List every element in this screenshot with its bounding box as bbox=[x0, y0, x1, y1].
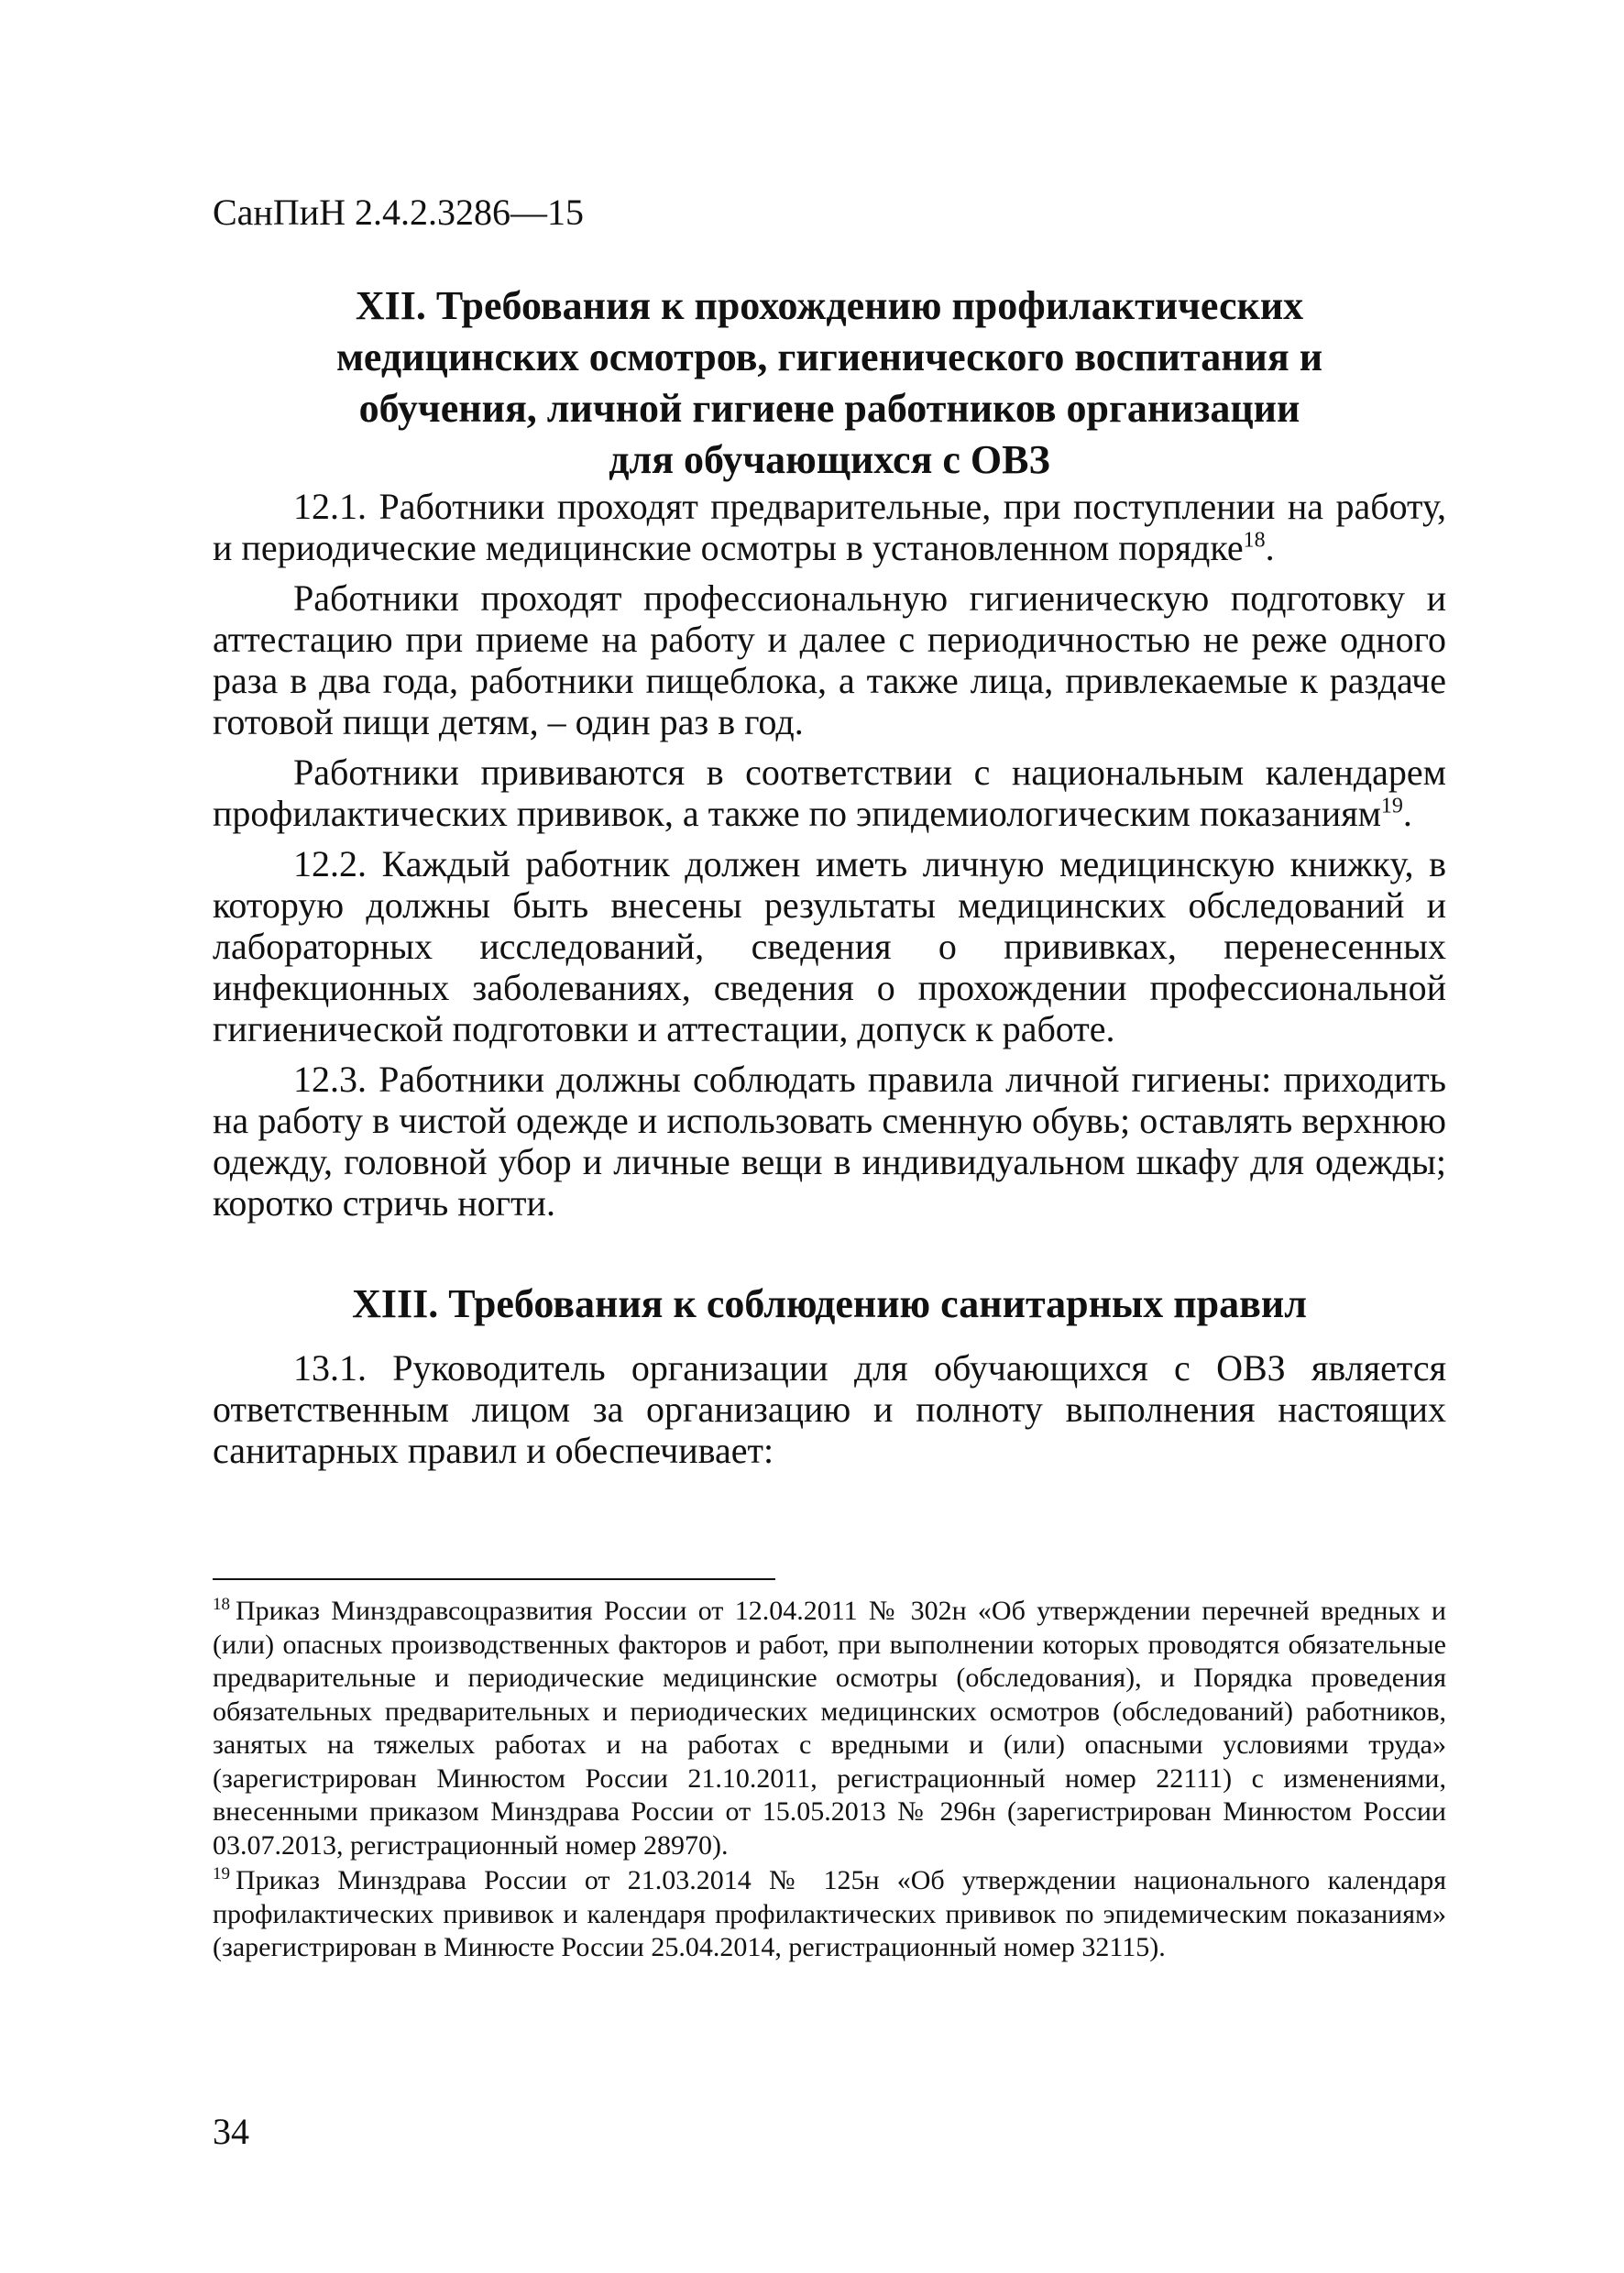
paragraph-12-2: 12.2. Каждый работник должен иметь личную медицинскую книжку, в которую должны быть внесены результаты медицинских обследований и лабораторных исследований, сведения о прививках, перенесенных инфекционных заболеваниях, сведения о прохождении профессиональной гигиенической подготовки и аттестации, допуск к работе. bbox=[213, 843, 1446, 1049]
footnote-18 bbox=[213, 1595, 1446, 1862]
footnotes-block bbox=[213, 1595, 1446, 1967]
paragraph-12-3: 12.3. Работники должны соблюдать правила личной гигиены: приходить на работу в чистой одежде и использовать сменную обувь; оставлять верхнюю одежду, головной убор и личные вещи в индивидуальном шкафу для одежды; коротко стричь ногти. bbox=[213, 1059, 1446, 1224]
footnote-divider bbox=[213, 1578, 775, 1580]
paragraph-text: 12.1. Работники проходят предварительные, при поступлении на работу, и периодические медицинские осмотры в установленном порядке bbox=[213, 486, 1446, 568]
section-12-heading-line: для обучающихся с ОВЗ bbox=[609, 437, 1050, 482]
paragraph-13-1: 13.1. Руководитель организации для обучающихся с ОВЗ является ответственным лицом за организацию и полноту выполнения настоящих санитарных правил и обеспечивает: bbox=[213, 1347, 1446, 1471]
section-13-body bbox=[213, 1347, 1446, 1480]
footnote-ref-18[interactable]: 18 bbox=[1243, 528, 1266, 553]
paragraph-text: Работники прививаются в соответствии с национальным календарем профилактических прививок, а также по эпидемиологическим показаниям bbox=[213, 752, 1446, 834]
paragraph-tail: . bbox=[1402, 793, 1412, 834]
section-13-heading: XIII. Требования к соблюдению санитарных правил bbox=[352, 1281, 1307, 1326]
section-12-body bbox=[213, 486, 1446, 1233]
section-12-heading-line: XII. Требования к прохождению профилактических bbox=[355, 283, 1304, 328]
footnote-ref-19[interactable]: 19 bbox=[1380, 794, 1403, 818]
section-12-heading-line: обучения, личной гигиене работников организации bbox=[358, 386, 1300, 431]
footnote-mark: 18 bbox=[213, 1595, 230, 1614]
section-12-heading bbox=[213, 280, 1446, 486]
paragraph-12-1-vaccination bbox=[213, 752, 1446, 834]
paragraph-tail: . bbox=[1265, 527, 1275, 568]
paragraph-12-1-training: Работники проходят профессиональную гигиеническую подготовку и аттестацию при приеме на работу и далее с периодичностью не реже одного раза в два года, работники пищеблока, а также лица, привлекаемые к раздаче готовой пищи детям, – один раз в год. bbox=[213, 577, 1446, 742]
section-12-heading-line: медицинских осмотров, гигиенического воспитания и bbox=[335, 335, 1323, 379]
footnote-text: Приказ Минздравсоцразвития России от 12.04.2011 № 302н «Об утверждении перечней вредных и (или) опасных производственных факторов и работ, при выполнении которых проводятся обязательные предварительные и периодические медицинские осмотры (обследования), и Порядка проведения обязательных предварительных и периодических медицинских осмотров (обследований) работников, занятых на тяжелых работах и на работах с вредными и (или) опасными условиями труда» (зарегистрирован Минюстом России 21.10.2011, регистрационный номер 22111) с изменениями, внесенными приказом Минздрава России от 15.05.2013 № 296н (зарегистрирован Минюстом России 03.07.2013, регистрационный номер 28970). bbox=[213, 1596, 1446, 1861]
footnote-text: Приказ Минздрава России от 21.03.2014 № 125н «Об утверждении национального календаря профилактических прививок и календаря профилактических прививок по эпидемическим показаниям» (зарегистрирован в Минюсте России 25.04.2014, регистрационный номер 32115). bbox=[213, 1865, 1446, 1962]
paragraph-12-1 bbox=[213, 486, 1446, 568]
footnote-19 bbox=[213, 1864, 1446, 1965]
document-code-header: СанПиН 2.4.2.3286—15 bbox=[213, 192, 585, 233]
page-number: 34 bbox=[213, 2111, 249, 2152]
footnote-mark: 19 bbox=[213, 1864, 230, 1883]
